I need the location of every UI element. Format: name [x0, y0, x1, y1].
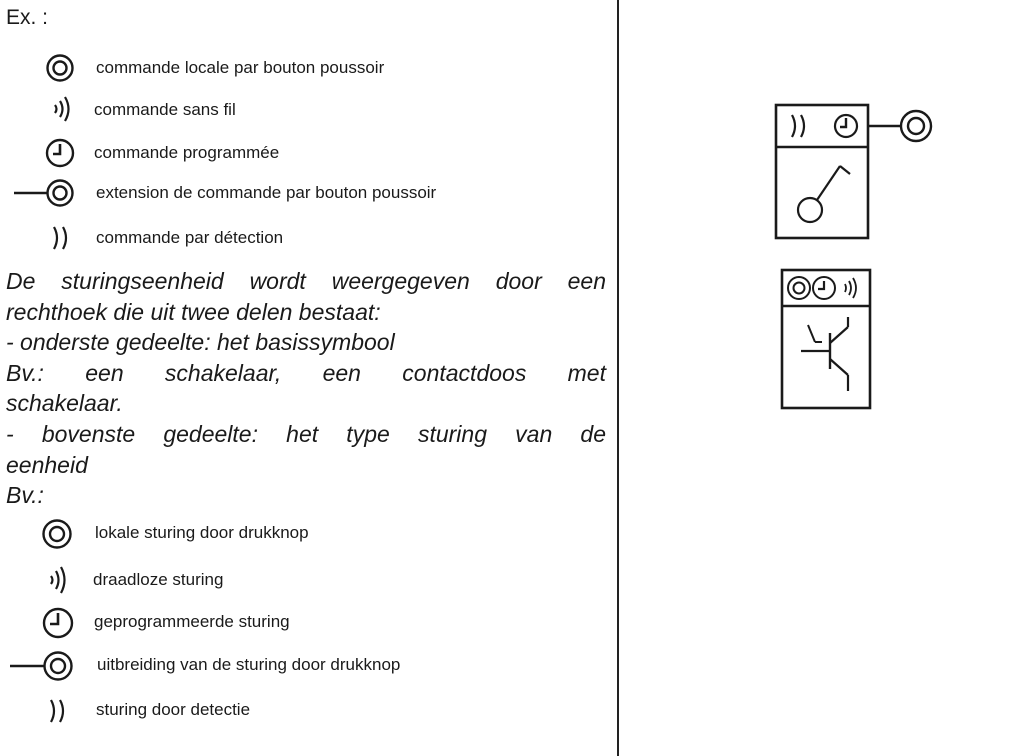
list-item — [0, 606, 600, 640]
list-item — [0, 564, 600, 598]
paragraph-line: Bv.: een schakelaar, een contactdoos met — [6, 359, 606, 386]
detection-icon — [47, 694, 71, 728]
list-item-label: geprogrammeerde sturing — [94, 612, 290, 631]
wireless-icon — [845, 278, 856, 298]
paragraph-line: De sturingseenheid wordt weergegeven door een — [6, 268, 606, 294]
switch-icon — [798, 166, 850, 222]
detection-icon — [50, 222, 74, 254]
list-item — [0, 52, 600, 86]
paragraph-line: eenheid — [6, 451, 88, 478]
column-divider — [617, 0, 619, 756]
list-item-label: extension de commande par bouton poussoir — [96, 183, 437, 202]
double-circle-icon — [788, 277, 810, 299]
list-item-label: draadloze sturing — [93, 570, 224, 589]
list-item — [0, 137, 600, 171]
wireless-icon — [48, 94, 74, 124]
list-item — [0, 694, 600, 728]
transistor-unit-symbol — [775, 265, 880, 413]
wireless-icon — [44, 564, 70, 596]
extension-pushbutton-icon — [10, 649, 76, 683]
paragraph-line: Bv.: — [6, 482, 44, 509]
list-item-label: commande par détection — [96, 228, 284, 247]
list-item-label: commande sans fil — [94, 100, 236, 119]
list-item-label: commande locale par bouton poussoir — [96, 58, 385, 77]
list-item — [0, 517, 600, 551]
paragraph-line: schakelaar. — [6, 390, 123, 417]
example-label: Ex. : — [6, 6, 49, 29]
transistor-icon — [801, 317, 848, 391]
extension-pushbutton-icon — [14, 177, 78, 209]
clock-icon — [813, 277, 835, 299]
clock-icon — [41, 606, 75, 640]
description-paragraph — [6, 266, 606, 511]
switch-unit-symbol — [770, 100, 940, 245]
extension-pushbutton-icon — [868, 111, 931, 141]
double-circle-icon — [44, 52, 76, 84]
list-item-label: uitbreiding van de sturing door drukknop — [97, 655, 401, 674]
double-circle-icon — [40, 517, 74, 551]
paragraph-line: - onderste gedeelte: het basissymbool — [6, 329, 395, 356]
list-item-label: lokale sturing door drukknop — [95, 523, 309, 542]
paragraph-line: rechthoek die uit twee delen bestaat: — [6, 298, 381, 325]
clock-icon — [835, 115, 857, 137]
list-item — [0, 222, 600, 256]
list-item — [0, 177, 600, 211]
list-item — [0, 94, 600, 128]
list-item-label: sturing door detectie — [96, 700, 251, 719]
clock-icon — [44, 137, 76, 169]
detection-icon — [792, 115, 804, 137]
list-item-label: commande programmée — [94, 143, 280, 162]
list-item — [0, 649, 600, 683]
paragraph-line: - bovenste gedeelte: het type sturing van de — [6, 420, 606, 447]
